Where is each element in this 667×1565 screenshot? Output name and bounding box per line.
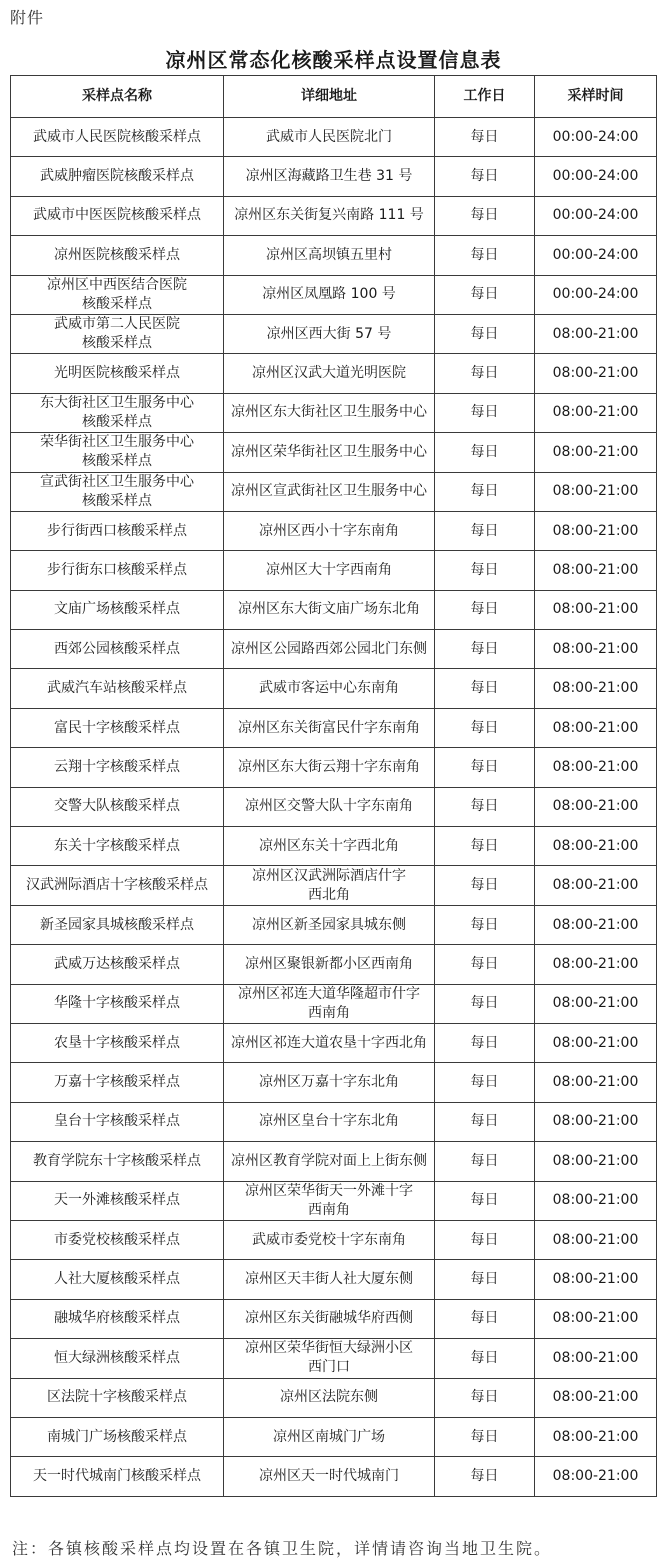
cell-workday: 每日 <box>435 1220 535 1259</box>
cell-workday: 每日 <box>435 433 535 472</box>
cell-address: 凉州区东大街云翔十字东南角 <box>224 748 435 787</box>
page-title: 凉州区常态化核酸采样点设置信息表 <box>165 48 502 72</box>
cell-address: 武威市客运中心东南角 <box>224 669 435 708</box>
table-row <box>11 551 657 590</box>
cell-time: 08:00-21:00 <box>535 748 657 787</box>
cell-time: 08:00-21:00 <box>535 669 657 708</box>
cell-time: 08:00-21:00 <box>535 1339 657 1378</box>
cell-workday: 每日 <box>435 314 535 353</box>
cell-address: 凉州区天一时代城南门 <box>224 1457 435 1496</box>
cell-time: 00:00-24:00 <box>535 157 657 196</box>
cell-time: 08:00-21:00 <box>535 1102 657 1141</box>
cell-time: 08:00-21:00 <box>535 433 657 472</box>
cell-name: 文庙广场核酸采样点 <box>11 590 224 629</box>
table-row <box>11 1181 657 1220</box>
cell-workday: 每日 <box>435 945 535 984</box>
table-row <box>11 1378 657 1417</box>
cell-workday: 每日 <box>435 1181 535 1220</box>
cell-address: 凉州区天丰街人社大厦东侧 <box>224 1260 435 1299</box>
cell-workday: 每日 <box>435 1299 535 1338</box>
cell-workday: 每日 <box>435 393 535 432</box>
table-row <box>11 748 657 787</box>
cell-name: 万嘉十字核酸采样点 <box>11 1063 224 1102</box>
table-row <box>11 1063 657 1102</box>
cell-workday: 每日 <box>435 1142 535 1181</box>
table-row <box>11 157 657 196</box>
cell-workday: 每日 <box>435 866 535 905</box>
cell-address: 凉州区公园路西郊公园北门东侧 <box>224 630 435 669</box>
cell-time: 08:00-21:00 <box>535 472 657 511</box>
cell-time: 08:00-21:00 <box>535 1457 657 1496</box>
cell-time: 08:00-21:00 <box>535 905 657 944</box>
cell-time: 08:00-21:00 <box>535 630 657 669</box>
cell-address: 凉州区西大街 57 号 <box>224 314 435 353</box>
table-row <box>11 1299 657 1338</box>
table-row <box>11 354 657 393</box>
cell-workday: 每日 <box>435 354 535 393</box>
cell-time: 00:00-24:00 <box>535 275 657 314</box>
cell-name: 步行街东口核酸采样点 <box>11 551 224 590</box>
cell-address: 凉州区凤凰路 100 号 <box>224 275 435 314</box>
cell-time: 08:00-21:00 <box>535 1181 657 1220</box>
table-row <box>11 866 657 905</box>
cell-workday: 每日 <box>435 787 535 826</box>
table-header-row <box>11 76 657 118</box>
cell-name: 武威市第二人民医院 核酸采样点 <box>11 314 224 353</box>
cell-name: 武威汽车站核酸采样点 <box>11 669 224 708</box>
table-row <box>11 1339 657 1378</box>
cell-address: 凉州区东关街融城华府西侧 <box>224 1299 435 1338</box>
table-row <box>11 1260 657 1299</box>
cell-name: 武威市人民医院核酸采样点 <box>11 118 224 157</box>
cell-time: 00:00-24:00 <box>535 196 657 235</box>
cell-address: 凉州区高坝镇五里村 <box>224 236 435 275</box>
cell-address: 凉州区西小十字东南角 <box>224 511 435 550</box>
cell-time: 08:00-21:00 <box>535 1299 657 1338</box>
cell-name: 市委党校核酸采样点 <box>11 1220 224 1259</box>
cell-name: 华隆十字核酸采样点 <box>11 984 224 1023</box>
cell-address: 凉州区荣华街社区卫生服务中心 <box>224 433 435 472</box>
footnote: 注：各镇核酸采样点均设置在各镇卫生院，详情请咨询当地卫生院。 <box>12 1539 553 1558</box>
cell-address: 凉州区交警大队十字东南角 <box>224 787 435 826</box>
cell-address: 凉州区法院东侧 <box>224 1378 435 1417</box>
cell-workday: 每日 <box>435 511 535 550</box>
cell-time: 08:00-21:00 <box>535 314 657 353</box>
table-body <box>11 118 657 1497</box>
cell-workday: 每日 <box>435 708 535 747</box>
cell-address: 凉州区祁连大道农垦十字西北角 <box>224 1023 435 1062</box>
cell-workday: 每日 <box>435 236 535 275</box>
cell-name: 交警大队核酸采样点 <box>11 787 224 826</box>
cell-address: 凉州区祁连大道华隆超市什字 西南角 <box>224 984 435 1023</box>
cell-name: 云翔十字核酸采样点 <box>11 748 224 787</box>
cell-workday: 每日 <box>435 118 535 157</box>
table-row <box>11 1142 657 1181</box>
cell-workday: 每日 <box>435 157 535 196</box>
cell-workday: 每日 <box>435 669 535 708</box>
cell-time: 08:00-21:00 <box>535 551 657 590</box>
cell-address: 凉州区汉武洲际酒店什字 西北角 <box>224 866 435 905</box>
table-row <box>11 827 657 866</box>
cell-name: 武威万达核酸采样点 <box>11 945 224 984</box>
cell-name: 凉州区中西医结合医院 核酸采样点 <box>11 275 224 314</box>
cell-time: 08:00-21:00 <box>535 787 657 826</box>
cell-name: 步行街西口核酸采样点 <box>11 511 224 550</box>
cell-workday: 每日 <box>435 1063 535 1102</box>
cell-workday: 每日 <box>435 196 535 235</box>
cell-workday: 每日 <box>435 827 535 866</box>
cell-address: 凉州区皇台十字东北角 <box>224 1102 435 1141</box>
cell-workday: 每日 <box>435 984 535 1023</box>
cell-address: 凉州区东大街文庙广场东北角 <box>224 590 435 629</box>
table-row <box>11 787 657 826</box>
cell-address: 凉州区海藏路卫生巷 31 号 <box>224 157 435 196</box>
cell-name: 光明医院核酸采样点 <box>11 354 224 393</box>
cell-name: 荣华街社区卫生服务中心 核酸采样点 <box>11 433 224 472</box>
cell-name: 人社大厦核酸采样点 <box>11 1260 224 1299</box>
cell-workday: 每日 <box>435 630 535 669</box>
table-row <box>11 1457 657 1496</box>
cell-time: 08:00-21:00 <box>535 1023 657 1062</box>
cell-name: 武威市中医医院核酸采样点 <box>11 196 224 235</box>
cell-time: 08:00-21:00 <box>535 1260 657 1299</box>
cell-address: 凉州区聚银新都小区西南角 <box>224 945 435 984</box>
table-row <box>11 905 657 944</box>
table-row <box>11 945 657 984</box>
cell-name: 皇台十字核酸采样点 <box>11 1102 224 1141</box>
cell-address: 凉州区荣华街天一外滩十字 西南角 <box>224 1181 435 1220</box>
cell-time: 08:00-21:00 <box>535 590 657 629</box>
table-row <box>11 314 657 353</box>
cell-name: 武威肿瘤医院核酸采样点 <box>11 157 224 196</box>
header-name: 采样点名称 <box>11 76 224 118</box>
cell-time: 08:00-21:00 <box>535 866 657 905</box>
cell-address: 凉州区荣华街恒大绿洲小区 西门口 <box>224 1339 435 1378</box>
header-workday: 工作日 <box>435 76 535 118</box>
cell-name: 区法院十字核酸采样点 <box>11 1378 224 1417</box>
cell-time: 08:00-21:00 <box>535 393 657 432</box>
cell-name: 恒大绿洲核酸采样点 <box>11 1339 224 1378</box>
table-row <box>11 433 657 472</box>
cell-address: 凉州区东关十字西北角 <box>224 827 435 866</box>
cell-address: 武威市人民医院北门 <box>224 118 435 157</box>
table-row <box>11 669 657 708</box>
cell-time: 08:00-21:00 <box>535 1417 657 1456</box>
attachment-label: 附件 <box>10 8 45 27</box>
table-row <box>11 275 657 314</box>
cell-time: 08:00-21:00 <box>535 984 657 1023</box>
cell-address: 凉州区东关街富民什字东南角 <box>224 708 435 747</box>
table-row <box>11 118 657 157</box>
cell-time: 08:00-21:00 <box>535 354 657 393</box>
table-row <box>11 196 657 235</box>
cell-address: 凉州区大十字西南角 <box>224 551 435 590</box>
cell-workday: 每日 <box>435 1023 535 1062</box>
cell-workday: 每日 <box>435 1339 535 1378</box>
cell-name: 东大街社区卫生服务中心 核酸采样点 <box>11 393 224 432</box>
cell-workday: 每日 <box>435 905 535 944</box>
cell-time: 00:00-24:00 <box>535 236 657 275</box>
cell-address: 凉州区宣武街社区卫生服务中心 <box>224 472 435 511</box>
table-row <box>11 1023 657 1062</box>
cell-workday: 每日 <box>435 1457 535 1496</box>
cell-name: 汉武洲际酒店十字核酸采样点 <box>11 866 224 905</box>
cell-address: 凉州区南城门广场 <box>224 1417 435 1456</box>
table-row <box>11 393 657 432</box>
table-row <box>11 984 657 1023</box>
cell-address: 凉州区教育学院对面上上街东侧 <box>224 1142 435 1181</box>
cell-name: 西郊公园核酸采样点 <box>11 630 224 669</box>
table-row <box>11 511 657 550</box>
cell-workday: 每日 <box>435 1417 535 1456</box>
sampling-points-table <box>10 75 657 1497</box>
table-row <box>11 236 657 275</box>
cell-workday: 每日 <box>435 1102 535 1141</box>
cell-workday: 每日 <box>435 551 535 590</box>
cell-name: 东关十字核酸采样点 <box>11 827 224 866</box>
cell-name: 新圣园家具城核酸采样点 <box>11 905 224 944</box>
table-row <box>11 1102 657 1141</box>
cell-time: 08:00-21:00 <box>535 827 657 866</box>
cell-name: 宣武街社区卫生服务中心 核酸采样点 <box>11 472 224 511</box>
cell-workday: 每日 <box>435 1260 535 1299</box>
table-row <box>11 1417 657 1456</box>
table-row <box>11 630 657 669</box>
header-time: 采样时间 <box>535 76 657 118</box>
cell-address: 凉州区东大街社区卫生服务中心 <box>224 393 435 432</box>
cell-address: 武威市委党校十字东南角 <box>224 1220 435 1259</box>
cell-time: 08:00-21:00 <box>535 1142 657 1181</box>
cell-name: 教育学院东十字核酸采样点 <box>11 1142 224 1181</box>
cell-time: 08:00-21:00 <box>535 708 657 747</box>
cell-name: 富民十字核酸采样点 <box>11 708 224 747</box>
cell-workday: 每日 <box>435 590 535 629</box>
cell-time: 08:00-21:00 <box>535 1063 657 1102</box>
table-row <box>11 708 657 747</box>
cell-workday: 每日 <box>435 748 535 787</box>
table-row <box>11 472 657 511</box>
cell-time: 08:00-21:00 <box>535 945 657 984</box>
cell-name: 融城华府核酸采样点 <box>11 1299 224 1338</box>
table-row <box>11 1220 657 1259</box>
cell-name: 天一时代城南门核酸采样点 <box>11 1457 224 1496</box>
cell-time: 00:00-24:00 <box>535 118 657 157</box>
cell-workday: 每日 <box>435 472 535 511</box>
cell-address: 凉州区新圣园家具城东侧 <box>224 905 435 944</box>
cell-name: 农垦十字核酸采样点 <box>11 1023 224 1062</box>
cell-name: 天一外滩核酸采样点 <box>11 1181 224 1220</box>
header-address: 详细地址 <box>224 76 435 118</box>
cell-name: 凉州医院核酸采样点 <box>11 236 224 275</box>
cell-workday: 每日 <box>435 1378 535 1417</box>
cell-address: 凉州区东关街复兴南路 111 号 <box>224 196 435 235</box>
cell-address: 凉州区万嘉十字东北角 <box>224 1063 435 1102</box>
cell-time: 08:00-21:00 <box>535 1220 657 1259</box>
cell-name: 南城门广场核酸采样点 <box>11 1417 224 1456</box>
cell-time: 08:00-21:00 <box>535 511 657 550</box>
table-row <box>11 590 657 629</box>
cell-workday: 每日 <box>435 275 535 314</box>
cell-time: 08:00-21:00 <box>535 1378 657 1417</box>
cell-address: 凉州区汉武大道光明医院 <box>224 354 435 393</box>
